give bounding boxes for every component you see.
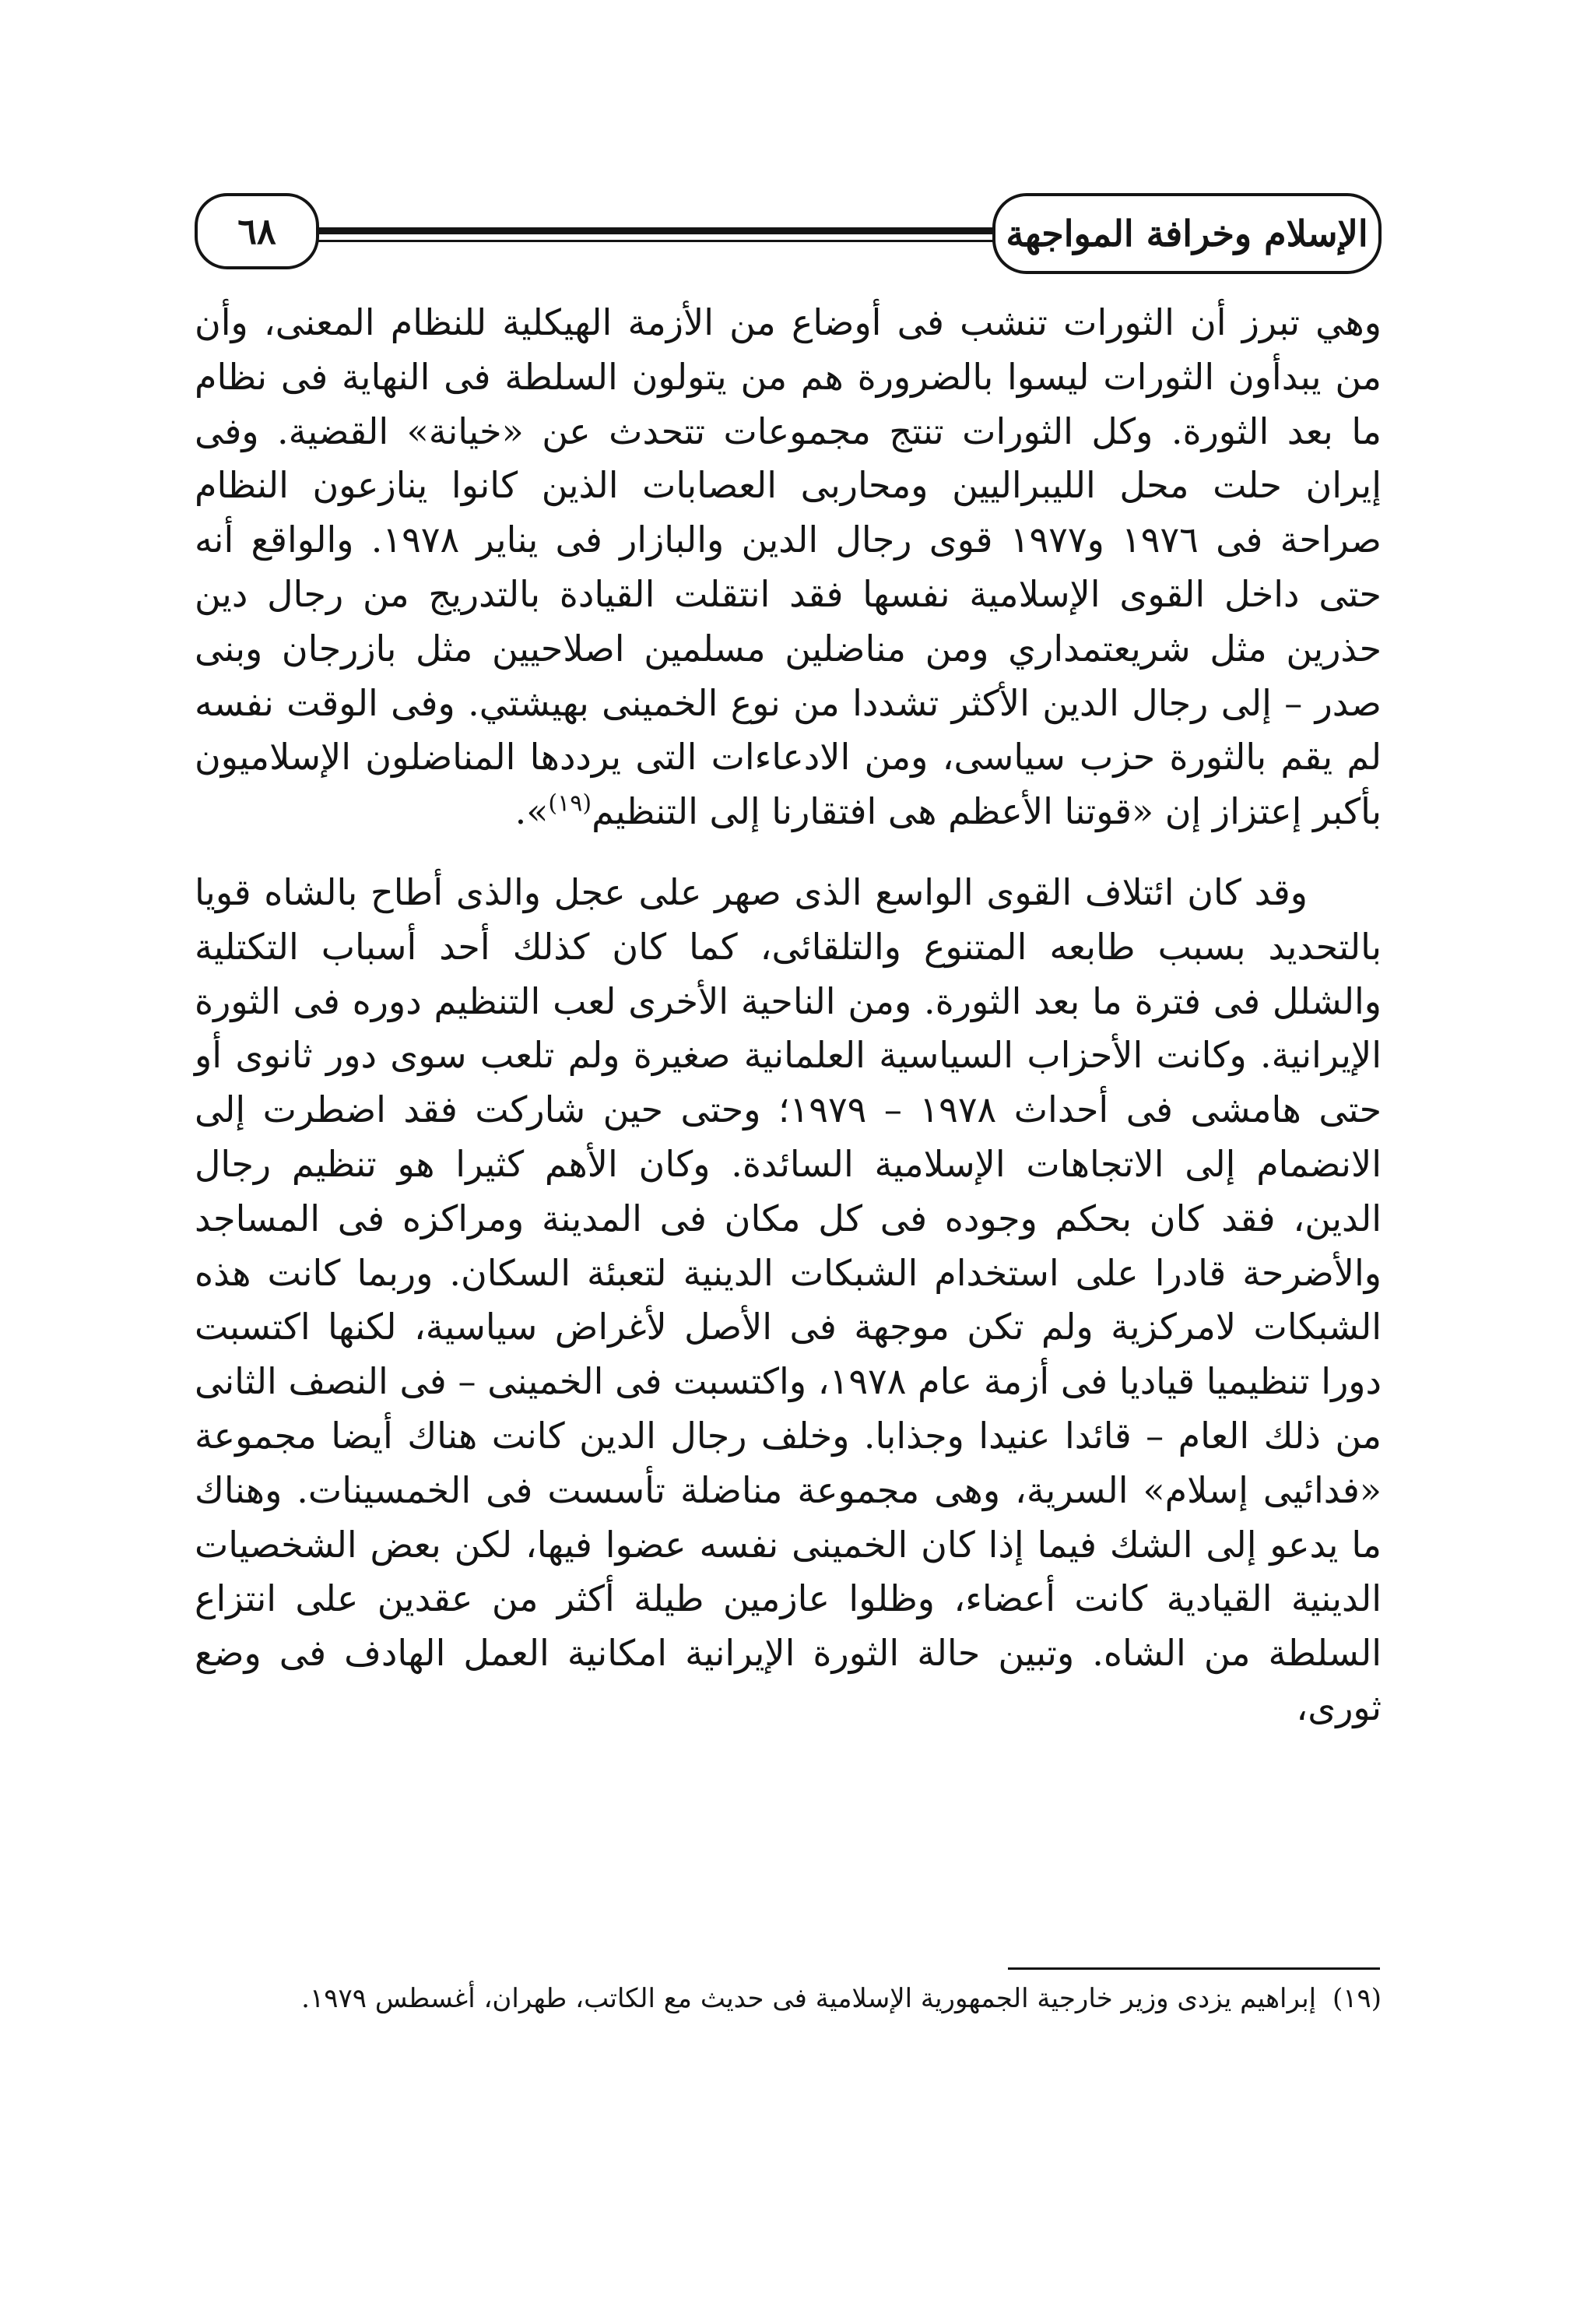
footnote-separator [1008, 1967, 1380, 1970]
footnote-number: (١٩) [1332, 1983, 1382, 2014]
body-text [195, 296, 1382, 1735]
footnote-reference: (١٩) [548, 789, 592, 817]
page-number: ٦٨ [195, 193, 319, 269]
running-title: الإسلام وخرافة المواجهة [992, 193, 1382, 274]
paragraph-2-text: وقد كان ائتلاف القوى الواسع الذى صهر على عجل والذى أطاح بالشاه قويا بالتحديد بسبب طابعه المتنوع والتلقائى، كما كان كذلك أحد أسباب التكتلية والشلل فى فترة ما بعد الثورة. ومن الناحية الأخرى لعب التنظيم دوره فى الثورة الإيرانية. وكانت الأحزاب السياسية العلمانية صغيرة ولم تلعب سوى دور ثانوى أو حتى هامشى فى أحداث ١٩٧٨ – ١٩٧٩؛ وحتى حين شاركت فقد اضطرت إلى الانضمام إلى الاتجاهات الإسلامية السائدة. وكان الأهم كثيرا هو تنظيم رجال الدين، فقد كان بحكم وجوده فى كل مكان فى المدينة ومراكزه فى المساجد والأضرحة قادرا على استخدام الشبكات الدينية لتعبئة السكان. وربما كانت هذه الشبكات لامركزية ولم تكن موجهة فى الأصل لأغراض سياسية، لكنها اكتسبت دورا تنظيميا قياديا فى أزمة عام ١٩٧٨، واكتسبت فى الخمينى – فى النصف الثانى من ذلك العام – قائدا عنيدا وجذابا. وخلف رجال الدين كانت هناك أيضا مجموعة «فدائيى إسلام» السرية، وهى مجموعة مناضلة تأسست فى الخمسينات. وهناك ما يدعو إلى الشك فيما إذا كان الخمينى نفسه عضوا فيها، لكن بعض الشخصيات الدينية القيادية كانت أعضاء، وظلوا عازمين طيلة أكثر من عقدين على انتزاع السلطة من الشاه. وتبين حالة الثورة الإيرانية امكانية العمل الهادف فى وضع ثورى، [195, 870, 1382, 1728]
header-rule-thin [311, 240, 1000, 242]
footnote-text: إبراهيم يزدى وزير خارجية الجمهورية الإسلامية فى حديث مع الكاتب، طهران، أغسطس ١٩٧٩. [301, 1983, 1317, 2014]
paragraph-1-end: ». [514, 790, 549, 833]
paragraph-2 [195, 866, 1382, 1735]
paragraph-1 [195, 296, 1382, 839]
footnote [195, 1981, 1382, 2016]
page-header [195, 193, 1382, 274]
paragraph-1-text: وهي تبرز أن الثورات تنشب فى أوضاع من الأزمة الهيكلية للنظام المعنى، وأن من يبدأون الثورات ليسوا بالضرورة هم من يتولون السلطة فى النهاية فى نظام ما بعد الثورة. وكل الثورات تنتج مجموعات تتحدث عن «خيانة» القضية. وفى إيران حلت محل الليبراليين ومحاربى العصابات الذين كانوا ينازعون النظام صراحة فى ١٩٧٦ و١٩٧٧ قوى رجال الدين والبازار فى يناير ١٩٧٨. والواقع أنه حتى داخل القوى الإسلامية نفسها فقد انتقلت القيادة بالتدريج من رجال دين حذرين مثل شريعتمداري ومن مناضلين مسلمين اصلاحيين مثل بازرجان وبنى صدر – إلى رجال الدين الأكثر تشددا من نوع الخمينى بهيشتي. وفى الوقت نفسه لم يقم بالثورة حزب سياسى، ومن الادعاءات التى يرددها المناضلون الإسلاميون بأكبر إعتزاز إن «قوتنا الأعظم هى افتقارنا إلى التنظيم [195, 301, 1382, 833]
header-rule-thick [311, 227, 1000, 234]
